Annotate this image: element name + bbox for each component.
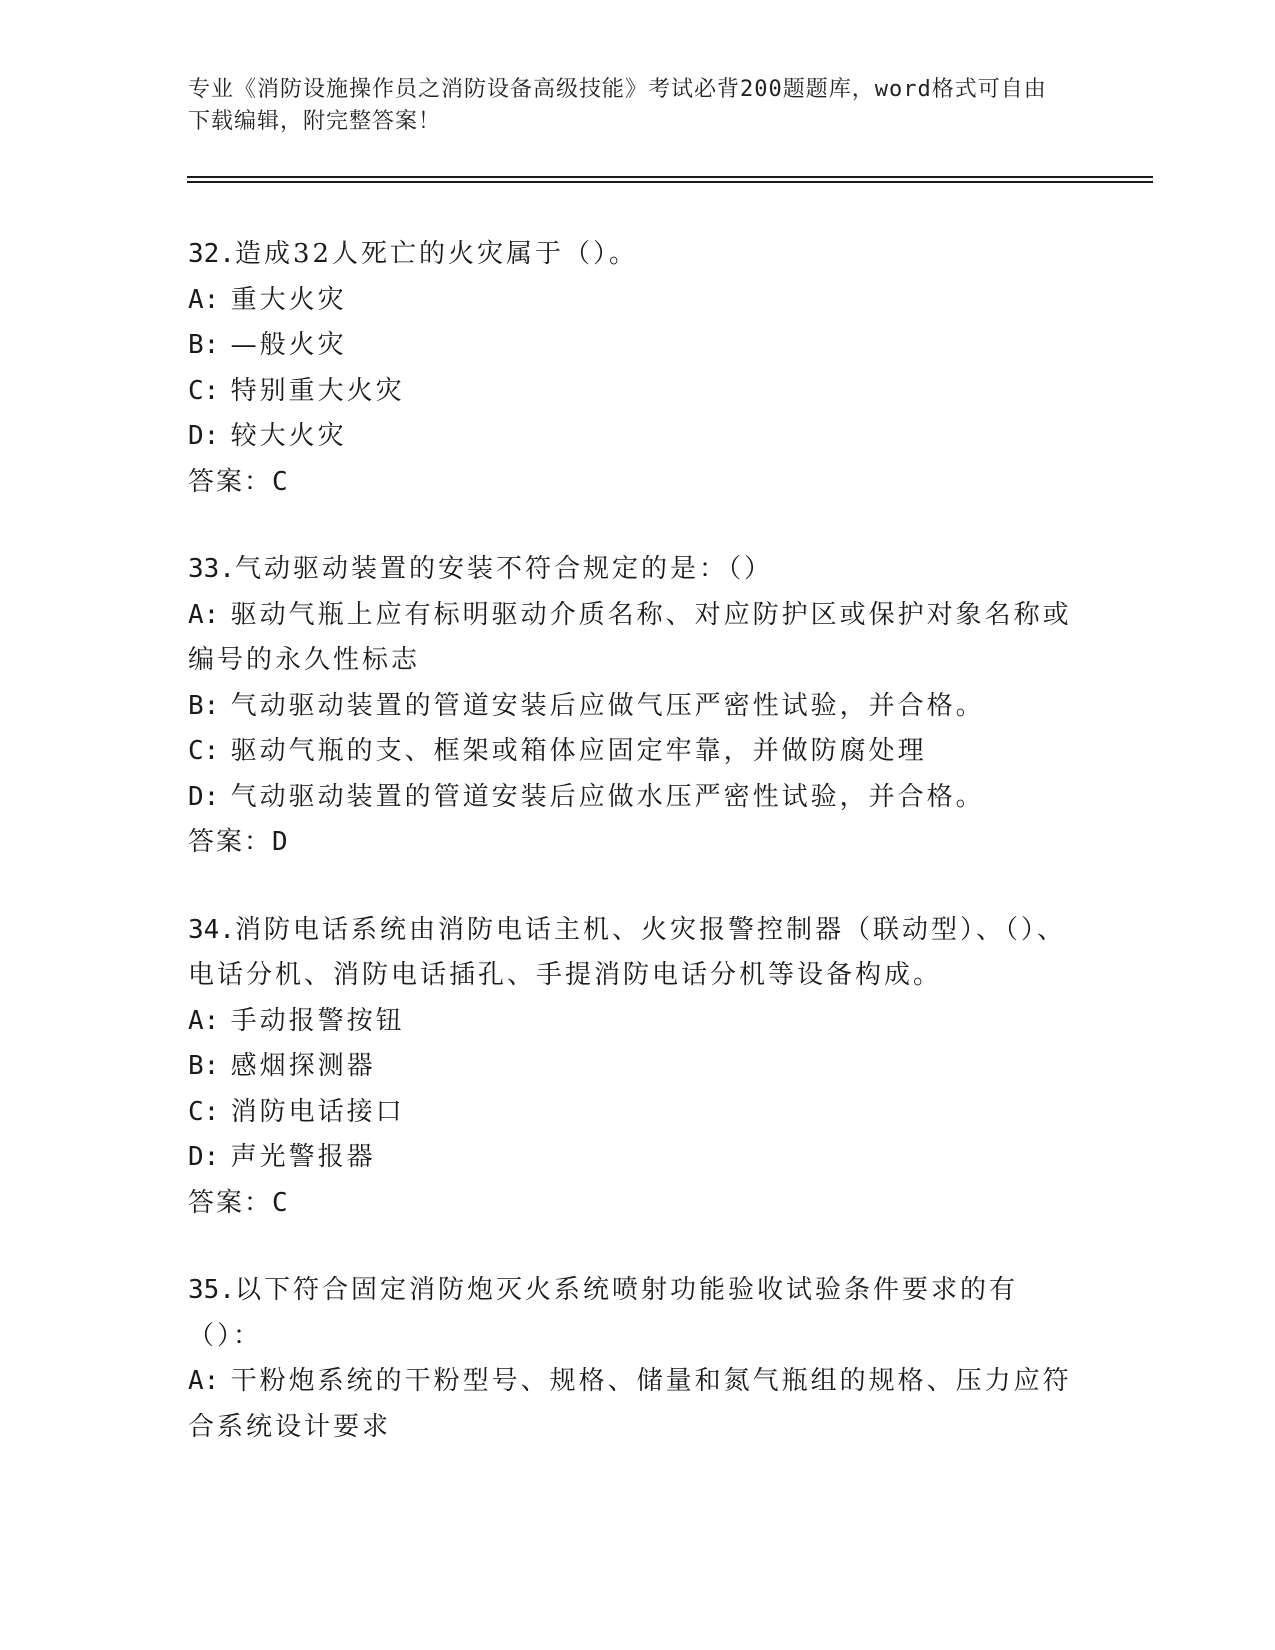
header-divider (187, 176, 1153, 178)
option-a (188, 1359, 1088, 1450)
option-label: D: (188, 421, 220, 451)
option-label: B: (188, 330, 220, 360)
option-text: 特别重大火灾 (230, 375, 405, 406)
option-b (188, 1044, 1088, 1090)
question-33 (188, 547, 1088, 866)
answer-line (188, 1181, 1088, 1227)
question-stem (188, 908, 1088, 999)
question-text: 造成32人死亡的火灾属于（）。 (234, 239, 639, 269)
option-a (188, 593, 1088, 684)
question-number: 32. (188, 239, 235, 269)
option-a (188, 999, 1088, 1045)
question-stem (188, 1268, 1088, 1359)
question-35 (188, 1268, 1088, 1450)
option-text: 驱动气瓶上应有标明驱动介质名称、对应防护区或保护对象名称或编号的永久性标志 (188, 599, 1072, 675)
question-stem (188, 232, 1088, 278)
option-a (188, 278, 1088, 324)
question-text: 气动驱动装置的安装不符合规定的是：（） (234, 554, 773, 584)
option-text: 手动报警按钮 (230, 1005, 405, 1036)
question-list (188, 232, 1088, 1492)
option-d (188, 414, 1088, 460)
option-c (188, 1090, 1088, 1136)
question-32 (188, 232, 1088, 505)
answer-label: 答案： (188, 827, 273, 857)
question-number: 33. (188, 554, 235, 584)
option-b (188, 684, 1088, 730)
answer-value: C (272, 1187, 290, 1218)
option-text: 消防电话接口 (230, 1096, 405, 1127)
answer-line (188, 460, 1088, 506)
option-label: C: (188, 736, 220, 766)
option-label: A: (188, 1005, 220, 1036)
option-d (188, 1135, 1088, 1181)
option-text: 较大火灾 (230, 421, 347, 451)
answer-value: D (272, 827, 290, 857)
option-text: 气动驱动装置的管道安装后应做气压严密性试验，并合格。 (230, 690, 985, 721)
question-text: 消防电话系统由消防电话主机、火灾报警控制器（联动型）、（）、电话分机、消防电话插孔、手提消防电话分机等设备构成。 (188, 914, 1066, 990)
header-divider-second (187, 181, 1153, 183)
option-label: A: (188, 599, 220, 630)
option-text: 重大火灾 (230, 284, 347, 315)
option-b (188, 323, 1088, 369)
option-label: D: (188, 781, 220, 812)
option-label: B: (188, 1051, 220, 1081)
option-text: 声光警报器 (230, 1142, 376, 1172)
option-label: A: (188, 284, 220, 315)
answer-line (188, 820, 1088, 866)
option-c (188, 729, 1088, 775)
document-header: 专业《消防设施操作员之消防设备高级技能》考试必背200题题库，word格式可自由下载编辑，附完整答案！ (188, 77, 1047, 134)
option-label: A: (188, 1366, 220, 1396)
option-text: —般火灾 (230, 330, 347, 360)
option-text: 感烟探测器 (230, 1051, 376, 1081)
option-c (188, 369, 1088, 415)
answer-label: 答案： (188, 1187, 273, 1218)
option-label: C: (188, 1096, 220, 1127)
question-number: 34. (188, 914, 235, 945)
option-label: C: (188, 375, 220, 406)
option-text: 气动驱动装置的管道安装后应做水压严密性试验，并合格。 (230, 781, 985, 812)
question-number: 35. (188, 1275, 235, 1305)
option-label: B: (188, 690, 220, 721)
answer-value: C (272, 466, 290, 497)
question-text: 以下符合固定消防炮灭火系统喷射功能验收试验条件要求的有（）： (188, 1275, 1018, 1351)
option-d (188, 775, 1088, 821)
option-text: 驱动气瓶的支、框架或箱体应固定牢靠，并做防腐处理 (230, 736, 927, 766)
question-34 (188, 908, 1088, 1227)
question-stem (188, 547, 1088, 593)
option-label: D: (188, 1142, 220, 1172)
answer-label: 答案： (188, 466, 273, 497)
option-text: 干粉炮系统的干粉型号、规格、储量和氮气瓶组的规格、压力应符合系统设计要求 (188, 1366, 1072, 1442)
